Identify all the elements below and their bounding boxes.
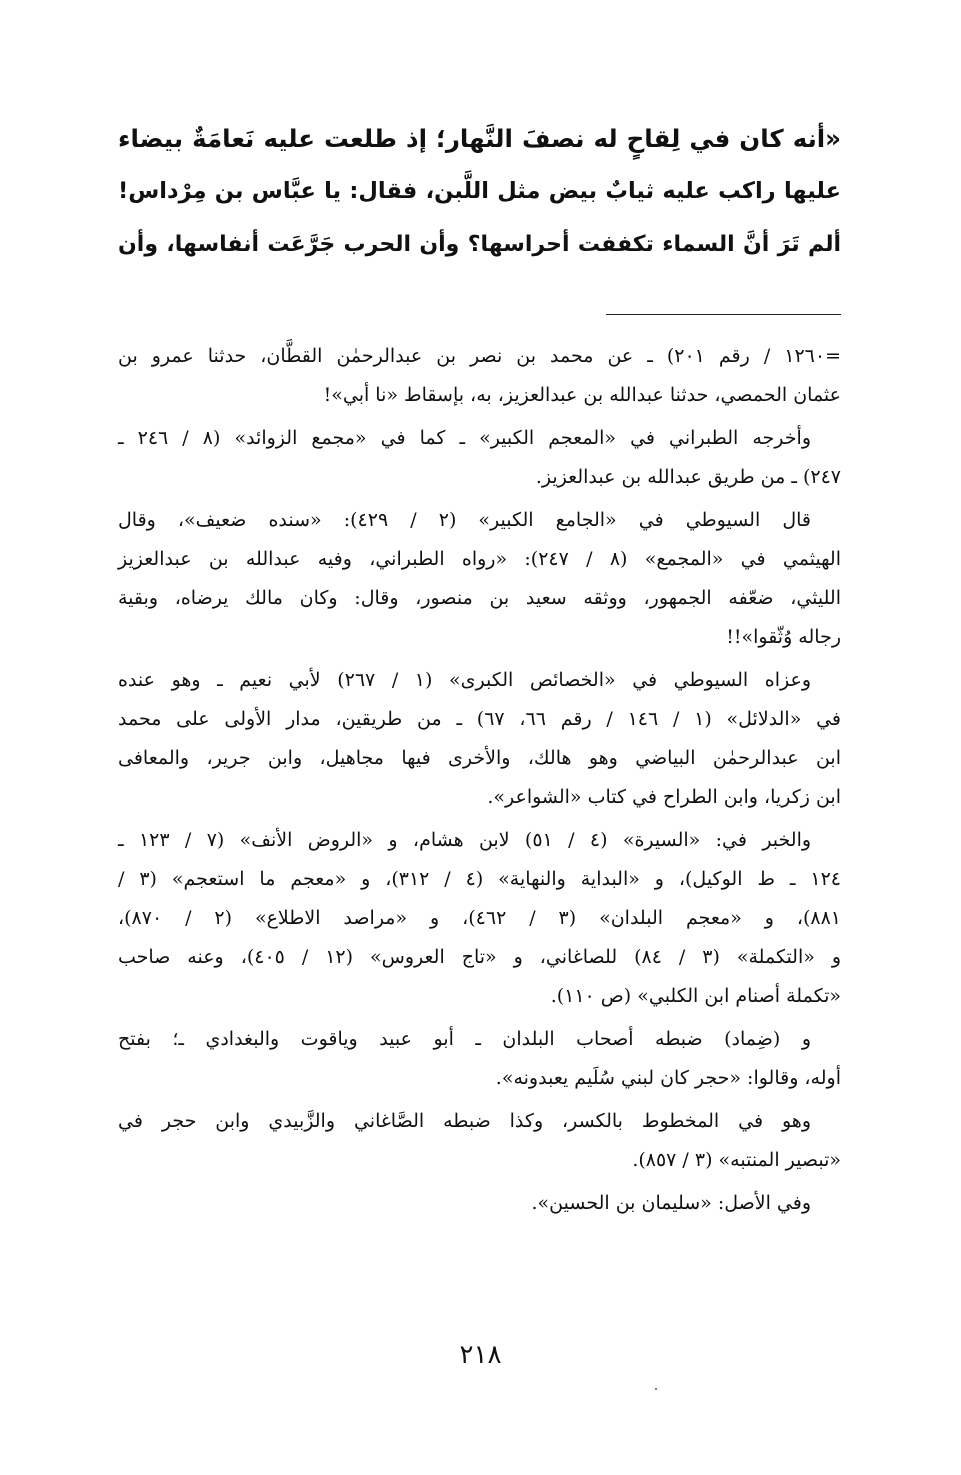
footnote-line: وأخرجه الطبراني في «المعجم الكبير» ـ كما في «مجمع الزوائد» (٨ / ٢٤٦ ـ bbox=[118, 427, 811, 449]
footnote-line: ابن زكريا، وابن الطراح في كتاب «الشواعر». bbox=[487, 786, 841, 808]
main-text bbox=[118, 112, 841, 271]
footnote-line: «تكملة أصنام ابن الكلبي» (ص ١١٠). bbox=[550, 985, 841, 1007]
footnote-paragraph bbox=[118, 1102, 841, 1180]
footnote-line: =١٢٦٠ / رقم ٢٠١) ـ عن محمد بن نصر بن عبدالرحمٰن القطَّان، حدثنا عمرو بن bbox=[118, 345, 841, 367]
main-text-line: «أنه كان في لِقاحٍ له نصفَ النَّهار؛ إذ طلعت عليه نَعامَةٌ بيضاء bbox=[118, 124, 841, 153]
footnote-line: الهيثمي في «المجمع» (٨ / ٢٤٧): «رواه الطبراني، وفيه عبدالله بن عبدالعزيز bbox=[118, 548, 841, 570]
footnote-line: والخبر في: «السيرة» (٤ / ٥١) لابن هشام، و «الروض الأنف» (٧ / ١٢٣ ـ bbox=[118, 829, 812, 851]
page-number: ٢١٨ bbox=[459, 1340, 502, 1370]
footnote-line: الليثي، ضعّفه الجمهور، ووثقه سعيد بن منصور، وقال: وكان مالك يرضاه، وبقية bbox=[118, 587, 841, 609]
footnote-line: ٢٤٧) ـ من طريق عبدالله بن عبدالعزيز. bbox=[535, 466, 841, 488]
footnote-line: ابن عبدالرحمٰن البياضي وهو هالك، والأخرى فيها مجاهيل، وابن جرير، والمعافى bbox=[118, 747, 841, 769]
footnotes bbox=[118, 337, 841, 1223]
footnote-line: و «التكملة» (٣ / ٨٤) للصاغاني، و «تاج العروس» (١٢ / ٤٠٥)، وعنه صاحب bbox=[118, 946, 842, 968]
footnote-paragraph bbox=[118, 1020, 841, 1098]
footnote-paragraph bbox=[118, 1184, 841, 1223]
footnote-line: أوله، وقالوا: «حجر كان لبني سُلَيم يعبدونه». bbox=[495, 1067, 841, 1089]
scan-speck bbox=[655, 1388, 657, 1390]
footnote-line: وعزاه السيوطي في «الخصائص الكبرى» (١ / ٢٦٧) لأبي نعيم ـ وهو عنده bbox=[118, 669, 811, 691]
footnote-line: في «الدلائل» (١ / ١٤٦ / رقم ٦٦، ٦٧) ـ من طريقين، مدار الأولى على محمد bbox=[118, 708, 842, 730]
footnote-paragraph bbox=[118, 821, 841, 1016]
footnote-line: رجاله وُثّقوا»!! bbox=[726, 626, 841, 648]
footnote-paragraph bbox=[118, 419, 841, 497]
footnote-line: ٨٨١)، و «معجم البلدان» (٣ / ٤٦٢)، و «مراصد الاطلاع» (٢ / ٨٧٠)، bbox=[118, 907, 842, 929]
footnote-line: «تبصير المنتبه» (٣ / ٨٥٧). bbox=[632, 1149, 841, 1171]
footnote-line: و (ضِماد) ضبطه أصحاب البلدان ـ أبو عبيد وياقوت والبغدادي ـ؛ بفتح bbox=[118, 1028, 811, 1050]
main-text-line: عليها راكب عليه ثيابٌ بيض مثل اللَّبن، فقال: يا عبَّاس بن مِرْداس! bbox=[118, 178, 841, 204]
footnote-line: وفي الأصل: «سليمان بن الحسين». bbox=[531, 1192, 811, 1214]
footnote-line: قال السيوطي في «الجامع الكبير» (٢ / ٤٢٩): «سنده ضعيف»، وقال bbox=[118, 509, 811, 531]
footnote-line: ١٢٤ ـ ط الوكيل)، و «البداية والنهاية» (٤ / ٣١٢)، و «معجم ما استعجم» (٣ / bbox=[118, 868, 841, 890]
footnote-line: عثمان الحمصي، حدثنا عبدالله بن عبدالعزيز، به، بإسقاط «نا أبي»! bbox=[323, 384, 841, 406]
footnote-line: وهو في المخطوط بالكسر، وكذا ضبطه الصَّاغاني والزَّبيدي وابن حجر في bbox=[118, 1110, 811, 1132]
main-text-line: ألم تَرَ أنَّ السماء تكففت أحراسها؟ وأن الحرب جَرَّعَت أنفاسها، وأن bbox=[118, 232, 841, 257]
footnote-separator bbox=[606, 314, 841, 315]
footnote-paragraph bbox=[118, 661, 841, 817]
footnote-paragraph bbox=[118, 501, 841, 657]
footnote-paragraph bbox=[118, 337, 841, 415]
